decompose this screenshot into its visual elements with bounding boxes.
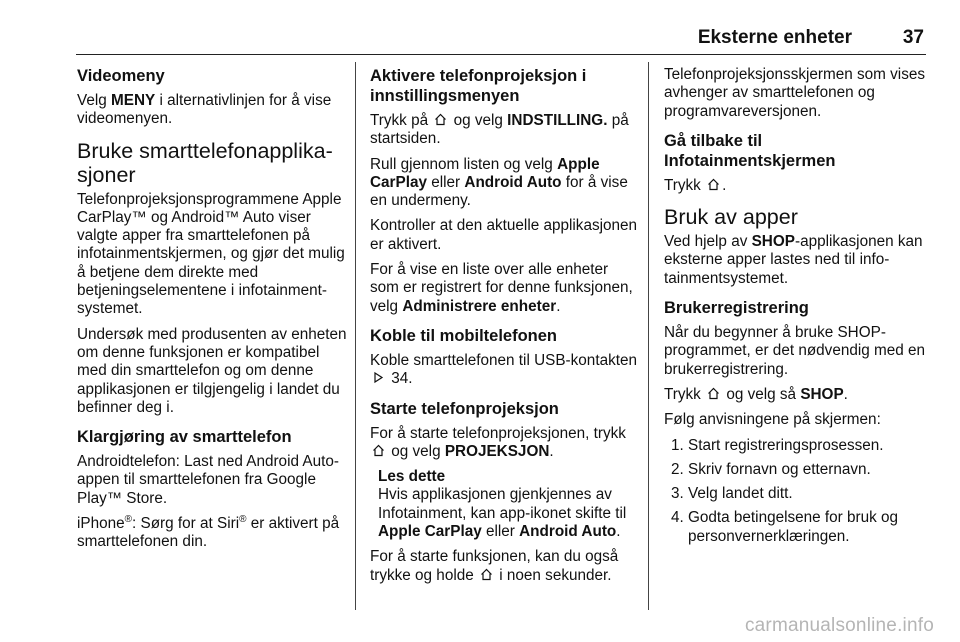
paragraph: Kontroller at den aktuelle applikasjonen er aktivert. (370, 217, 638, 253)
page-reference[interactable]: 34 (391, 370, 409, 388)
paragraph: Rull gjennom listen og velg Apple CarPlay eller Android Auto for å vise en undermeny. (370, 155, 628, 210)
section-heading-brukerreg: Brukerregistrering (664, 299, 809, 318)
section-heading-apper: Bruk av apper (664, 205, 798, 230)
paragraph: Følg anvisningene på skjermen: (664, 411, 881, 429)
list-item: 3. Velg landet ditt. (688, 485, 934, 503)
paragraph: Ved hjelp av SHOP-applikasjonen kan eksterne apper lastes ned til infotainmentsystemet. (664, 233, 923, 287)
section-heading-bruke: Bruke smarttelefonapplikasjoner (77, 138, 333, 187)
column-left (77, 66, 347, 559)
note-box (378, 468, 638, 541)
paragraph: Androidtelefon: Last ned Android Auto-appen til smarttelefonen fra Google Play™ Store. (77, 453, 339, 507)
column-divider (648, 62, 649, 610)
home-icon (434, 113, 447, 126)
note-text: Hvis applikasjonen gjenkjennes av Infotainment, kan app-ikonet skifte til Apple CarPlay eller Android Auto. (378, 486, 627, 541)
paragraph: For å starte telefonprojeksjonen, trykk og velg PROJEKSJON. (370, 424, 626, 460)
paragraph: For å vise en liste over alle enheter som er registrert for denne funksjonen, velg Administrere enheter. (370, 261, 633, 315)
column-divider (355, 62, 356, 610)
home-icon (480, 568, 493, 581)
arrow-ref-icon (372, 371, 385, 384)
paragraph: Trykk . (664, 176, 727, 194)
paragraph: iPhone®: Sørg for at Siri® er aktivert på smarttelefonen din. (77, 513, 340, 551)
home-icon (707, 387, 720, 400)
note-title: Les dette (378, 468, 446, 486)
list-item: 1. Start registreringsprosessen. (688, 437, 934, 455)
paragraph: For å starte funksjonen, kan du også trykke og holde i noen sekunder. (370, 548, 619, 584)
section-heading-klargjoring: Klargjøring av smarttelefon (77, 428, 292, 447)
paragraph: Trykk på og velg INDSTILLING. på startsiden. (370, 112, 629, 148)
steps-list (664, 437, 934, 546)
page-header (76, 26, 926, 55)
section-heading-starte: Starte telefonprojeksjon (370, 399, 559, 418)
page-number: 37 (902, 27, 924, 48)
watermark: carmanualsonline.info (744, 615, 934, 636)
page-title: Eksterne enheter (697, 27, 852, 48)
home-icon (707, 178, 720, 191)
section-heading-aktivere: Aktivere telefonprojeksjon i innstillingsmenyen (370, 67, 587, 105)
paragraph: Når du begynner å bruke SHOP-programmet, er det nødvendig med en brukerregistrering. (664, 324, 926, 378)
list-item: 2. Skriv fornavn og etternavn. (688, 461, 934, 479)
column-right (664, 66, 934, 552)
paragraph: Trykk og velg så SHOP. (664, 385, 848, 403)
paragraph: Velg MENY i alternativlinjen for å vise videomenyen. (77, 92, 332, 128)
paragraph: Telefonprojeksjonsprogrammene Apple CarPlay™ og Android™ Auto viser valgte apper fra smarttelefonen på infotainmentskjermen, og gjør det mulig å betjene dem direkte med betjeningselementene i infotainmentsystemet. (77, 190, 345, 318)
list-item: 4. Godta betingelsene for bruk og personvernerklæringen. (688, 509, 934, 546)
paragraph: Telefonprojeksjonsskjermen som vises avhenger av smarttelefonen og programvareversjonen. (664, 66, 926, 120)
section-heading-koble: Koble til mobiltelefonen (370, 326, 558, 345)
home-icon (372, 444, 385, 457)
paragraph: Koble smarttelefonen til USB-kontakten 34. (370, 351, 637, 388)
column-middle (370, 66, 638, 592)
section-heading-tilbake: Gå tilbake til Infotainmentskjermen (664, 131, 836, 170)
section-heading-videomeny: Videomeny (77, 67, 165, 85)
paragraph: Undersøk med produsenten av enheten om denne funksjonen er kompatibel med din smarttelefon og om denne applikasjonen er tilgjengelig i landet du befinner deg i. (77, 325, 347, 416)
